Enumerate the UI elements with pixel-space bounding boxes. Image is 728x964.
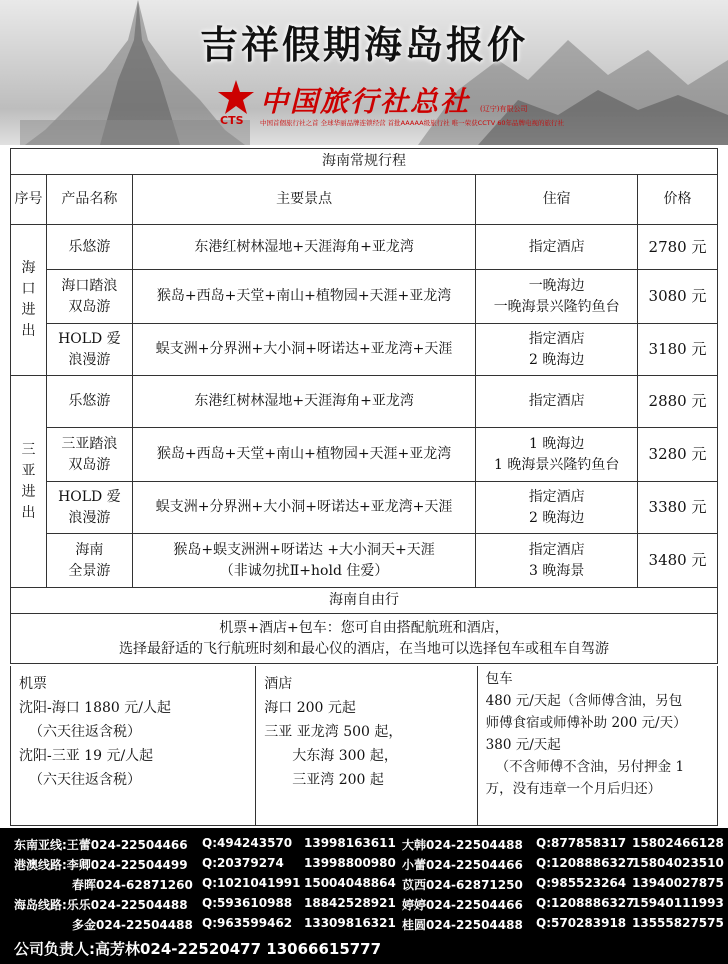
table-row — [11, 149, 718, 175]
stay: 指定酒店 2 晚海边 — [476, 324, 638, 376]
table-row — [11, 225, 718, 270]
car-column: 包车 480 元/天起（含师傅含油，另包 师傅食宿或师傅补助 200 元/天） 380 元/天起 （不含师傅不含油，另付押金 1 万，没有违章一个月后归还） — [478, 666, 717, 825]
price-table — [10, 148, 718, 664]
contact-row: 海岛线路:乐乐024-22504488 Q:593610988 18842528921 婷婷024-22504466 Q:1208886327 15940111993 — [14, 896, 724, 912]
contact-row: 春晖024-62871260 Q:1021041991 15004048864 苡西024-62871250 Q:985523264 13940027875 — [72, 876, 724, 892]
sights: 东港红树林湿地+天涯海角+亚龙湾 — [132, 225, 475, 270]
cts-logo — [218, 80, 564, 135]
contact-row: 港澳线路:李卿024-22504499 Q:20379274 13998800980 小蕾024-22504466 Q:1208886327 15804023510 — [14, 856, 724, 872]
sights: 东港红树林湿地+天涯海角+亚龙湾 — [132, 376, 475, 428]
stay: 指定酒店 — [476, 225, 638, 270]
price: 3380 元 — [638, 482, 718, 534]
product-name: HOLD 爱 浪漫游 — [46, 482, 132, 534]
price: 3180 元 — [638, 324, 718, 376]
stay: 1 晚海边 1 晚海景兴隆钓鱼台 — [476, 428, 638, 482]
company-manager-contact: 公司负责人:高芳林024-22520477 13066615777 — [14, 940, 382, 958]
product-name: 海口踏浪 双岛游 — [46, 270, 132, 324]
price: 3280 元 — [638, 428, 718, 482]
table-row — [11, 376, 718, 428]
hotel-column: 酒店 海口 200 元起 三亚 亚龙湾 500 起， 大东海 300 起， 三亚湾 200 起 — [256, 666, 477, 825]
table-row — [11, 588, 718, 614]
stay: 指定酒店 2 晚海边 — [476, 482, 638, 534]
section-title-regular: 海南常规行程 — [11, 149, 718, 175]
group-label-haikou: 海口进出 — [11, 225, 47, 376]
flight-title: 机票 — [19, 676, 47, 692]
product-name: 海南 全景游 — [46, 534, 132, 588]
star-icon — [218, 80, 254, 114]
sights: 蜈支洲+分界洲+大小洞+呀诺达+亚龙湾+天涯 — [132, 324, 475, 376]
table-row — [11, 614, 718, 664]
table-row — [11, 428, 718, 482]
flight-column: 机票 沈阳-海口 1880 元/人起 （六天往返含税） 沈阳-三亚 19 元/人起 （六天往返含税） — [11, 666, 256, 825]
sights: 猴岛+蜈支洲洲+呀诺达 +大小洞天+天涯 （非诚勿扰Ⅱ+hold 住爱） — [132, 534, 475, 588]
group-label-sanya: 三亚进出 — [11, 376, 47, 588]
page-title: 吉祥假期海岛报价 — [199, 23, 528, 67]
table-row — [11, 534, 718, 588]
column-header-stay: 住宿 — [476, 175, 638, 225]
free-description: 机票+酒店+包车：您可自由搭配航班和酒店， 选择最舒适的飞行航班时刻和最心仪的酒店，在当地可以选择包车或租车自驾游 — [11, 614, 718, 664]
column-header-product: 产品名称 — [46, 175, 132, 225]
price: 3080 元 — [638, 270, 718, 324]
hotel-title: 酒店 — [264, 676, 293, 692]
header-banner — [0, 0, 728, 145]
stay: 一晚海边 一晚海景兴隆钓鱼台 — [476, 270, 638, 324]
cts-logo-text: CTS — [220, 114, 244, 127]
product-name: HOLD 爱 浪漫游 — [46, 324, 132, 376]
sights: 蜈支洲+分界洲+大小洞+呀诺达+亚龙湾+天涯 — [132, 482, 475, 534]
column-header-price: 价格 — [638, 175, 718, 225]
org-name: 中国旅行社总社 — [260, 85, 471, 118]
sights: 猴岛+西岛+天堂+南山+植物园+天涯+亚龙湾 — [132, 270, 475, 324]
table-row — [11, 324, 718, 376]
contact-footer — [0, 828, 728, 964]
price: 2880 元 — [638, 376, 718, 428]
column-header-sights: 主要景点 — [132, 175, 475, 225]
org-slogan: 中国首個旅行社之首 全球华丽品牌连锁经营 首批AAAAA级旅行社 唯一荣获CCTV 60年品牌电视的旅行社 — [260, 119, 564, 127]
stay: 指定酒店 3 晚海景 — [476, 534, 638, 588]
table-header-row — [11, 175, 718, 225]
table-row — [11, 270, 718, 324]
car-title: 包车 — [485, 671, 513, 687]
product-name: 乐悠游 — [46, 376, 132, 428]
contact-row: 多金024-22504488 Q:963599462 13309816321 桂圆024-22504488 Q:570283918 13555827575 — [72, 916, 724, 932]
column-header-index: 序号 — [11, 175, 47, 225]
stay: 指定酒店 — [476, 376, 638, 428]
price: 3480 元 — [638, 534, 718, 588]
table-row — [11, 482, 718, 534]
free-travel-options — [10, 666, 718, 826]
product-name: 乐悠游 — [46, 225, 132, 270]
section-title-free: 海南自由行 — [11, 588, 718, 614]
price: 2780 元 — [638, 225, 718, 270]
org-subtitle: (辽宁)有限公司 — [480, 105, 528, 113]
contact-row: 东南亚线:王蕾024-22504466 Q:494243570 13998163611 大韩024-22504488 Q:877858317 15802466128 — [14, 836, 724, 852]
product-name: 三亚踏浪 双岛游 — [46, 428, 132, 482]
sights: 猴岛+西岛+天堂+南山+植物园+天涯+亚龙湾 — [132, 428, 475, 482]
